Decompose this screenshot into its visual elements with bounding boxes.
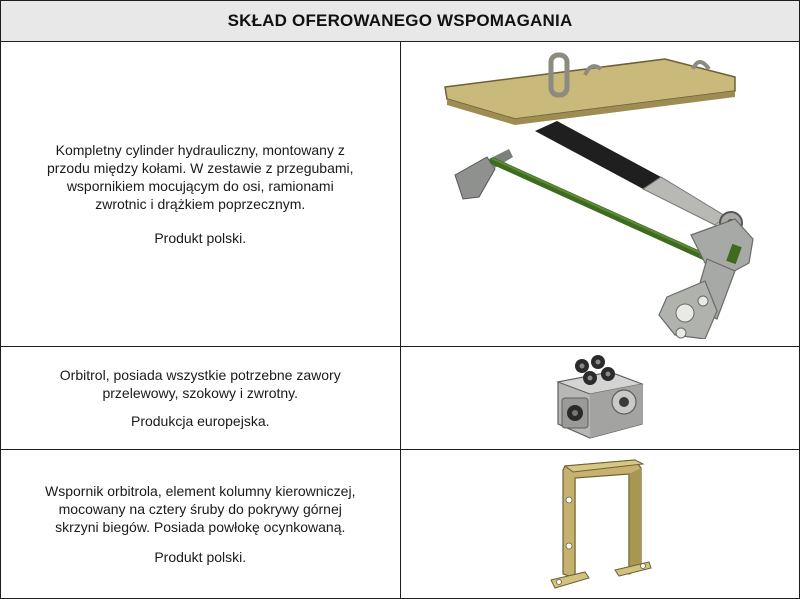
image-cell — [400, 42, 800, 347]
hydraulic-cylinder-kit-photo — [435, 49, 765, 339]
image-cell — [400, 347, 800, 450]
description-text: Kompletny cylinder hydrauliczny, montowany z przodu między kołami. W zestawie z przegubami, wspornikiem mocującym do osi, ramionami zwrotnic i drążkiem poprzecznym. — [46, 142, 354, 212]
description-cell — [1, 347, 401, 450]
table-row — [1, 42, 800, 347]
table-title: SKŁAD OFEROWANEGO WSPOMAGANIA — [1, 1, 800, 42]
origin-note: Produkt polski. — [154, 230, 247, 246]
image-cell — [400, 450, 800, 599]
origin-note: Produkcja europejska. — [130, 413, 270, 429]
description-cell — [1, 450, 401, 599]
origin-note: Produkt polski. — [154, 549, 247, 565]
table-row — [1, 347, 800, 450]
description-text: Orbitrol, posiada wszystkie potrzebne zawory przelewowy, szokowy i zwrotny. — [59, 367, 341, 401]
orbitrol-bracket-photo — [545, 456, 655, 592]
table-row — [1, 450, 800, 599]
description-text: Wspornik orbitrola, element kolumny kierowniczej, mocowany na cztery śruby do pokrywy górnej skrzyni biegów. Posiada powłokę ocynkowaną. — [45, 483, 356, 535]
description-cell — [1, 42, 401, 347]
orbitrol-valve-photo — [550, 352, 650, 444]
